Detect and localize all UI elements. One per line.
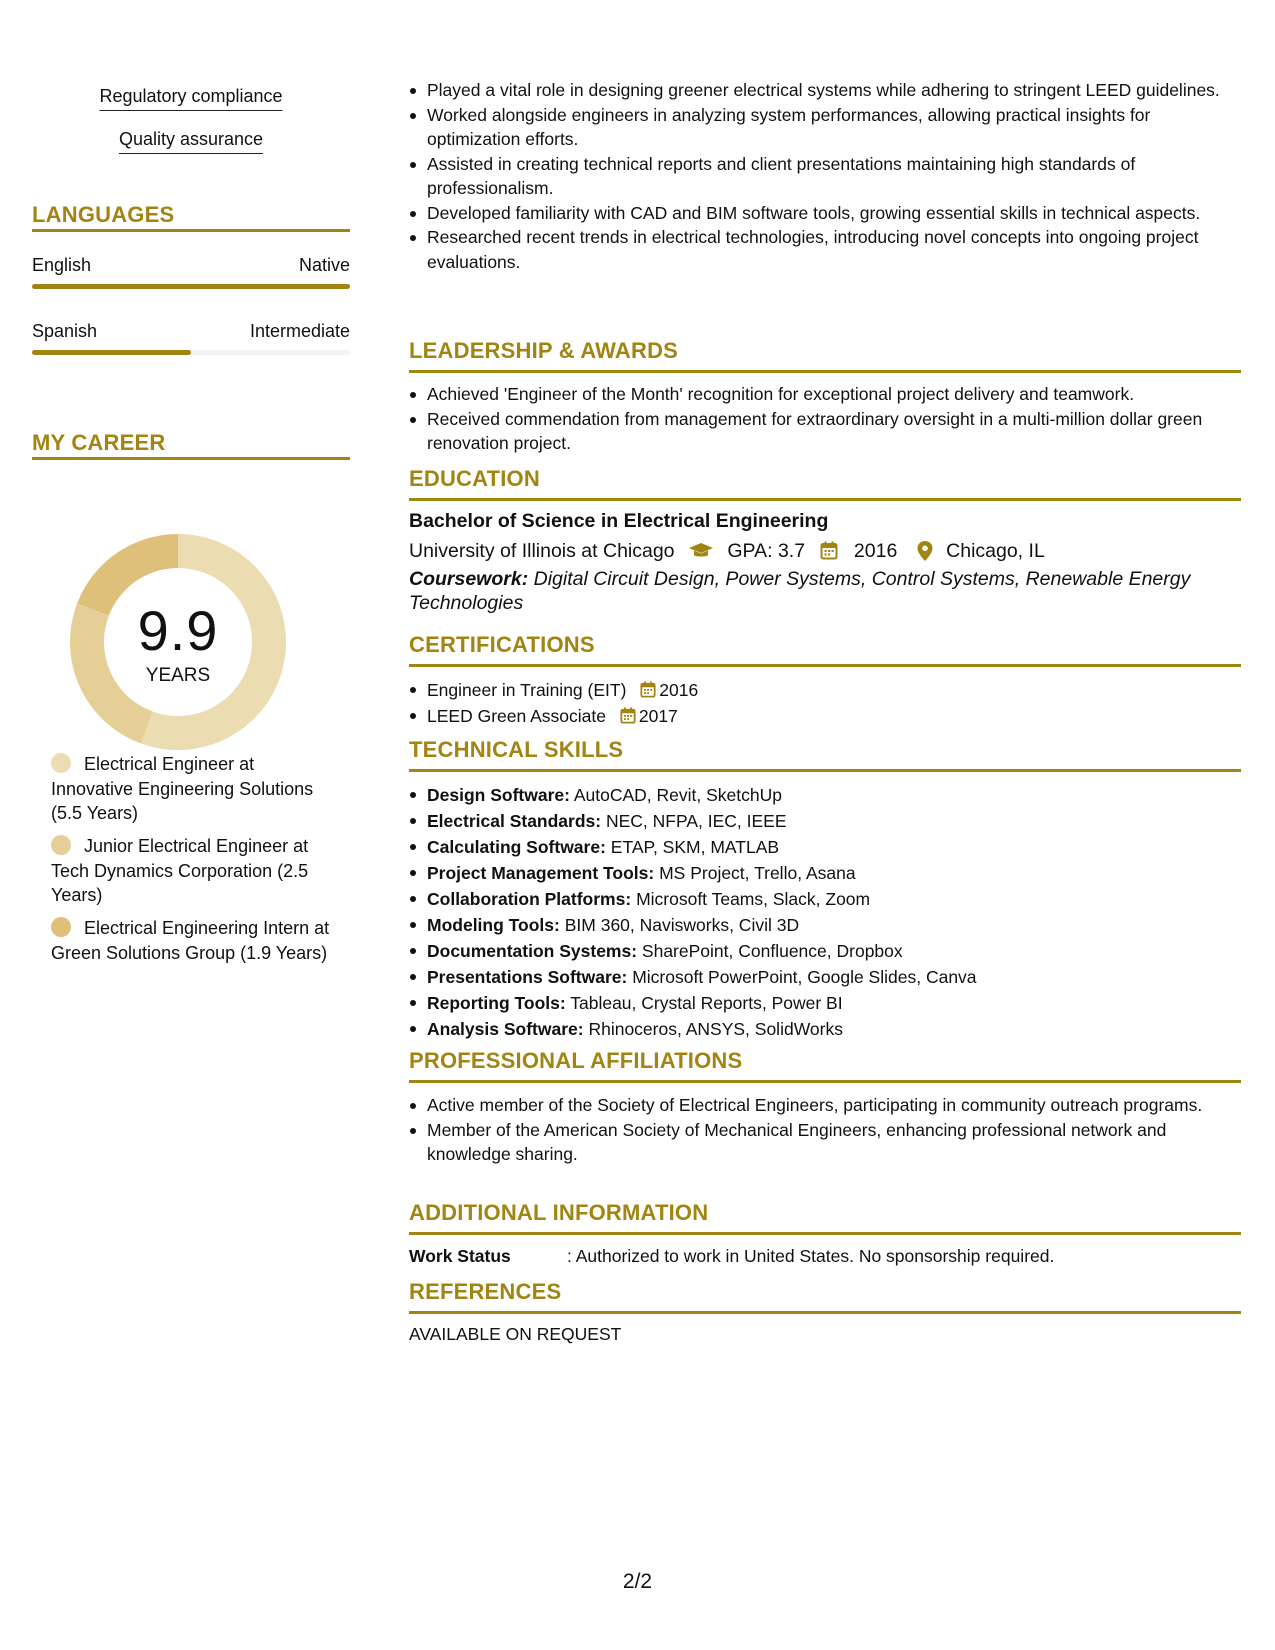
skill-value: MS Project, Trello, Asana <box>659 863 856 883</box>
list-item: Developed familiarity with CAD and BIM software tools, growing essential skills in technical aspects. <box>409 201 1241 226</box>
skill-label: Collaboration Platforms: <box>427 889 632 909</box>
career-title: MY CAREER <box>32 430 166 455</box>
language-level: Native <box>298 255 350 275</box>
work-status-value: : Authorized to work in United States. No sponsorship required. <box>567 1246 1055 1266</box>
list-item <box>409 886 1241 912</box>
skill-label: Electrical Standards: <box>427 811 602 831</box>
certification-name: LEED Green Associate <box>427 706 606 726</box>
list-item <box>409 782 1241 808</box>
experience-bullets <box>409 78 1241 274</box>
leadership-list <box>409 382 1241 456</box>
career-total-years: 9.9 <box>137 599 219 662</box>
references-section <box>409 1279 1241 1345</box>
technical-skills-section <box>409 737 1241 1042</box>
education-section <box>409 466 1241 615</box>
section-rule <box>409 664 1241 667</box>
coursework-label: Coursework: <box>409 567 529 590</box>
list-item: Member of the American Society of Mechanical Engineers, enhancing professional network and knowledge sharing. <box>409 1118 1241 1167</box>
legend-dot <box>51 835 71 855</box>
coursework <box>409 567 1241 615</box>
section-rule <box>409 1311 1241 1314</box>
career-legend-item <box>51 752 341 826</box>
section-rule <box>409 498 1241 501</box>
section-title: REFERENCES <box>409 1279 562 1304</box>
certification-year: 2016 <box>659 680 699 700</box>
location-pin-icon <box>917 541 933 561</box>
language-name: English <box>32 255 92 275</box>
list-item <box>409 677 1241 703</box>
calendar-icon <box>640 681 656 698</box>
education-details <box>409 535 1241 566</box>
section-rule <box>409 370 1241 373</box>
section-title: TECHNICAL SKILLS <box>409 737 624 762</box>
skill-tag: Quality assurance <box>119 129 263 154</box>
certification-year: 2017 <box>638 706 678 726</box>
references-text: AVAILABLE ON REQUEST <box>409 1324 622 1344</box>
certifications-section <box>409 632 1241 729</box>
legend-dot <box>51 753 71 773</box>
list-item <box>409 912 1241 938</box>
certification-list <box>409 677 1241 729</box>
coursework-list: Digital Circuit Design, Power Systems, Control Systems, Renewable Energy Technologies <box>409 567 1191 614</box>
career-legend-item <box>51 916 341 965</box>
section-rule <box>409 1232 1241 1235</box>
list-item: Achieved 'Engineer of the Month' recognition for exceptional project delivery and teamwork. <box>409 382 1241 407</box>
section-title: PROFESSIONAL AFFILIATIONS <box>409 1048 743 1073</box>
technical-skills-list <box>409 782 1241 1042</box>
skill-label: Reporting Tools: <box>427 993 566 1013</box>
graduation-cap-icon <box>688 542 714 560</box>
list-item <box>409 860 1241 886</box>
work-status-label: Work Status <box>409 1246 511 1266</box>
skill-value: Microsoft Teams, Slack, Zoom <box>636 889 871 909</box>
career-legend-text: Electrical Engineering Intern at Green Solutions Group (1.9 Years) <box>51 918 330 963</box>
calendar-icon <box>620 707 636 724</box>
skill-value: Tableau, Crystal Reports, Power BI <box>570 993 843 1013</box>
list-item <box>409 964 1241 990</box>
legend-dot <box>51 917 71 937</box>
gpa: GPA: 3.7 <box>727 539 806 562</box>
language-level: Intermediate <box>249 321 350 341</box>
certification-name: Engineer in Training (EIT) <box>427 680 627 700</box>
list-item: Played a vital role in designing greener electrical systems while adhering to stringent LEED guidelines. <box>409 78 1241 103</box>
language-row <box>32 321 350 342</box>
section-title: CERTIFICATIONS <box>409 632 595 657</box>
career-section <box>32 430 350 456</box>
section-title: ADDITIONAL INFORMATION <box>409 1200 709 1225</box>
list-item <box>409 990 1241 1016</box>
language-bar <box>32 284 350 289</box>
list-item: Assisted in creating technical reports and client presentations maintaining high standards of professionalism. <box>409 152 1241 201</box>
language-name: Spanish <box>32 321 98 341</box>
section-title: LEADERSHIP & AWARDS <box>409 338 679 363</box>
section-title: EDUCATION <box>409 466 540 491</box>
affiliations-list <box>409 1093 1241 1167</box>
school-name: University of Illinois at Chicago <box>409 539 675 562</box>
section-rule <box>32 457 350 460</box>
school-location: Chicago, IL <box>946 539 1045 562</box>
list-item: Received commendation from management for extraordinary oversight in a multi-million dollar green renovation project. <box>409 407 1241 456</box>
section-rule <box>409 769 1241 772</box>
work-status-row <box>409 1244 1241 1268</box>
affiliations-section <box>409 1048 1241 1167</box>
skill-value: NEC, NFPA, IEC, IEEE <box>605 811 787 831</box>
list-item: Active member of the Society of Electrical Engineers, participating in community outreach programs. <box>409 1093 1241 1118</box>
list-item <box>409 703 1241 729</box>
list-item: Worked alongside engineers in analyzing system performances, allowing practical insights for optimization efforts. <box>409 103 1241 152</box>
career-legend-text: Junior Electrical Engineer at Tech Dynamics Corporation (2.5 Years) <box>51 836 309 905</box>
graduation-year: 2016 <box>853 539 898 562</box>
career-years-unit: YEARS <box>145 665 211 686</box>
language-bar-fill <box>32 284 350 289</box>
leadership-section <box>409 338 1241 456</box>
career-legend-text: Electrical Engineer at Innovative Engineering Solutions (5.5 Years) <box>51 754 314 823</box>
skill-label: Calculating Software: <box>427 837 606 857</box>
skill-value: SharePoint, Confluence, Dropbox <box>641 941 903 961</box>
language-bar <box>32 350 350 355</box>
skill-label: Analysis Software: <box>427 1019 584 1039</box>
list-item <box>409 834 1241 860</box>
language-bar-fill <box>32 350 191 355</box>
skill-value: ETAP, SKM, MATLAB <box>610 837 780 857</box>
skill-label: Project Management Tools: <box>427 863 655 883</box>
skill-label: Presentations Software: <box>427 967 628 987</box>
languages-section <box>32 202 350 228</box>
list-item: Researched recent trends in electrical technologies, introducing novel concepts into ongoing project evaluations. <box>409 225 1241 274</box>
languages-title: LANGUAGES <box>32 202 175 227</box>
skill-value: Rhinoceros, ANSYS, SolidWorks <box>588 1019 843 1039</box>
skill-value: AutoCAD, Revit, SketchUp <box>573 785 782 805</box>
page-number: 2/2 <box>622 1570 653 1593</box>
skill-label: Design Software: <box>427 785 570 805</box>
list-item <box>409 938 1241 964</box>
list-item <box>409 808 1241 834</box>
skill-tag: Regulatory compliance <box>99 86 282 111</box>
skill-label: Documentation Systems: <box>427 941 638 961</box>
skill-value: Microsoft PowerPoint, Google Slides, Canva <box>632 967 977 987</box>
calendar-icon <box>820 541 838 560</box>
additional-info-section <box>409 1200 1241 1268</box>
list-item <box>409 1016 1241 1042</box>
career-legend-item <box>51 834 341 908</box>
language-row <box>32 255 350 276</box>
skill-label: Modeling Tools: <box>427 915 560 935</box>
section-rule <box>32 229 350 232</box>
degree-title: Bachelor of Science in Electrical Engineering <box>409 510 829 532</box>
skill-value: BIM 360, Navisworks, Civil 3D <box>564 915 800 935</box>
section-rule <box>409 1080 1241 1083</box>
